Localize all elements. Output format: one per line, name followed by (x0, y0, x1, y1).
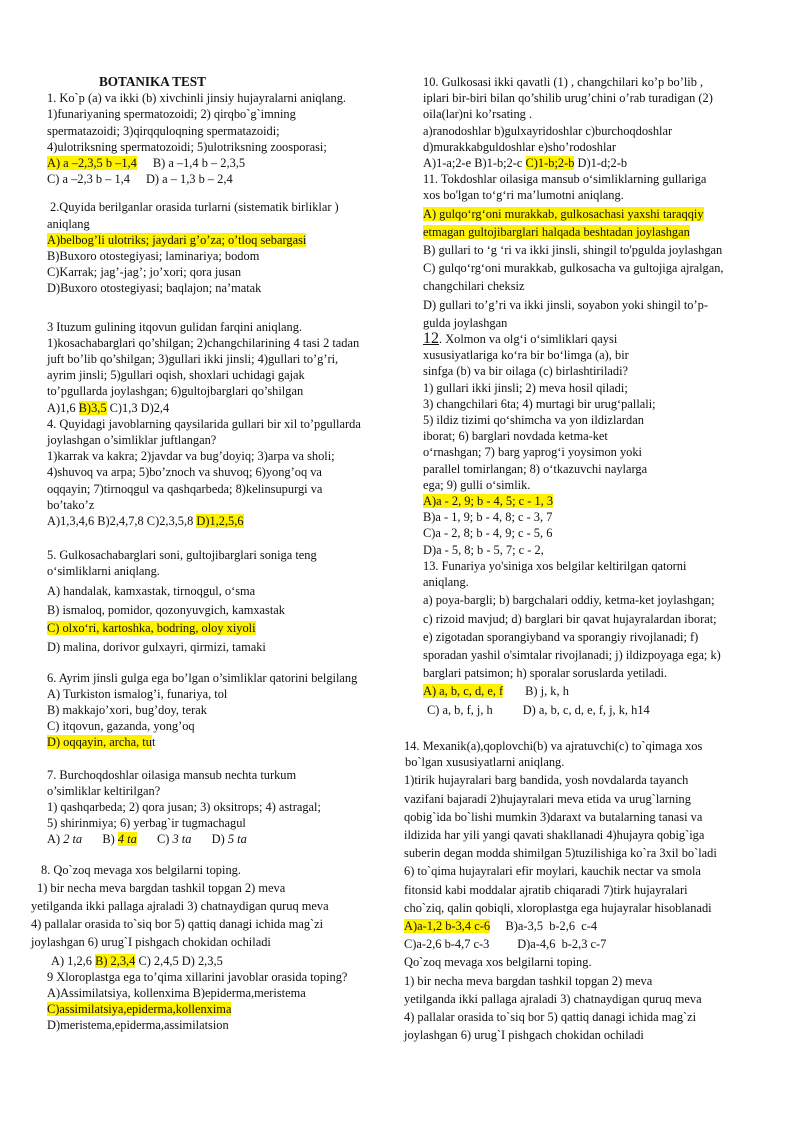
question-line: oqqayin; 7)tirnoqgul va qashqarbeda; 8)kelinsupurgi va (47, 481, 323, 496)
question-line: 4) pallalar orasida to`siq bor 5) qattiq danagi ichida mag`zi (404, 1010, 697, 1025)
question-line: joylashgan o’simliklar juftlangan? (47, 433, 217, 448)
question-line: 2.Quyida berilganlar orasida turlarni (sistematik birliklar ) (50, 200, 339, 215)
answer-option-c: C)a - 2, 8; b - 4, 9; c - 5, 6 (423, 526, 553, 541)
question-line: parallel tomirlangan; 8) o‘tkazuvchi naylarga (423, 461, 648, 476)
answer-option-d: D) a, b, c, d, e, f, j, k, h14 (522, 702, 650, 717)
question-line: bo’tako’z (47, 497, 95, 512)
answer-option-b: B)Buxoro otostegiyasi; laminariya; bodom (47, 249, 260, 264)
question-line: 10. Gulkosasi ikki qavatli (1) , changchilari ko’p bo’lib , (423, 75, 704, 89)
question-2 (47, 199, 399, 296)
answer-row (47, 232, 399, 248)
answer-option-d: D)a - 5, 8; b - 5, 7; c - 2, (423, 542, 544, 557)
question-line: 1) qashqarbeda; 2) qora jusan; 3) oksitrops; 4) astragal; (47, 799, 321, 814)
question-line: ega; 9) gulli o‘simlik. (423, 477, 531, 492)
answer-option-c-correct: C)1-b;2-b (525, 156, 575, 171)
question-13 (423, 558, 759, 718)
question-line: ildizida har yili yangi qavati shakllanadi 4)hujayra qobig`iga (404, 828, 705, 843)
answer-row (47, 1001, 399, 1017)
question-15 (404, 954, 756, 1043)
answer-option-a-correct: A)belbog’li ulotriks; jaydari g’o’za; o’tloq sebargasi (47, 232, 307, 247)
option-value: 2 ta (63, 832, 83, 847)
question-line: 6. Ayrim jinsli gulga ega bo’lgan o’simliklar qatorini belgilang (47, 670, 358, 685)
answer-option-b: B) j, k, h (525, 684, 569, 699)
question-line: o‘rnashgan; 7) barg yaprog‘i yoysimon yoki (423, 445, 642, 460)
question-1 (47, 90, 399, 187)
answer-option-d-correct: D)1,2,5,6 (196, 514, 244, 529)
question-line: 3) changchilari 6ta; 4) murtagi bir urug‘pallali; (423, 396, 656, 411)
question-line: a) poya-bargli; b) bargchalari oddiy, ketma-ket joylashgan; (423, 593, 715, 608)
question-line: yetilganda ikki pallaga ajraladi 3) chatnaydigan quruq meva (31, 898, 329, 913)
answer-option-d: D)1-d;2-b (574, 156, 628, 171)
question-line: 1)tirik hujayralari barg bandida, yosh novdalarda tayanch (404, 773, 689, 788)
answer-row (423, 683, 759, 699)
question-line: 9 Xloroplastga ega to’qima xillarini javoblar orasida toping? (47, 969, 348, 984)
question-3 (47, 319, 399, 416)
question-7 (47, 767, 399, 848)
question-line: 5) shirinmiya; 6) yerbag`ir tugmachagul (47, 816, 246, 831)
question-line: 1. Ko`p (a) va ikki (b) xivchinli jinsiy hujayralarni aniqlang. (47, 91, 347, 106)
question-line: 8. Qo`zoq mevaga xos belgilarni toping. (41, 862, 241, 877)
question-line: sinfga (b) va bir oilaga (c) birlashtiriladi? (423, 364, 629, 379)
question-line: cho`ziq, qalin qobiqli, xloroplastga ega hujayralar hisoblanadi (404, 900, 712, 915)
question-text: . Xolmon va olg‘i o‘simliklari qaysi (439, 332, 618, 347)
answer-row (423, 702, 759, 718)
answer-row (47, 620, 399, 636)
question-line: juft bo’lib qo’shilgan; 3)gullari ikki jinsli; 4)gullari to’g’ri, (47, 352, 339, 367)
question-line: 14. Mexanik(a),qoplovchi(b) va ajratuvchi(c) to`qimaga xos (404, 739, 703, 753)
answer-option-b: B) ismaloq, pomidor, qozonyuvgich, kamxastak (47, 602, 285, 617)
answer-row (423, 493, 759, 509)
question-11 (423, 171, 759, 331)
option-label: B) (102, 832, 118, 847)
answer-row (47, 155, 399, 171)
answer-option-b: B)a - 1, 9; b - 4, 8; c - 3, 7 (423, 510, 553, 525)
answer-option-c-cont: changchilari cheksiz (423, 279, 525, 294)
question-line: Qo`zoq mevaga xos belgilarni toping. (404, 955, 592, 970)
answer-option-d-correct: D) oqqayin, archa, tu (47, 735, 152, 750)
answer-option-d: D)meristema,epiderma,assimilatsion (47, 1018, 229, 1033)
answer-option-c: C) a, b, f, j, h (427, 702, 493, 717)
question-line: iborat; 6) barglari novdada ketma-ket (423, 429, 608, 444)
answer-row (31, 953, 399, 969)
answer-option-d: D) gullari to’g’ri va ikki jinsli, soyabon yoki shingil to’p- (423, 297, 708, 312)
answer-option-c: C)a-2,6 b-4,7 c-3 (404, 937, 490, 952)
question-line: 1)kosachabarglari qo’shilgan; 2)changchilarining 4 tasi 2 tadan (47, 335, 360, 350)
answer-option-d-cont: gulda joylashgan (423, 315, 508, 330)
answer-option-c: C) itqovun, gazanda, yong’oq (47, 719, 195, 734)
question-line: joylashgan 6) urug`I pishgach chokidan ochiladi (404, 1028, 644, 1043)
answer-row (404, 936, 756, 952)
question-line: 1) bir necha meva bargdan tashkil topgan 2) meva (37, 880, 286, 895)
question-line: 1)karrak va kakra; 2)javdar va bug’doyiq; 3)arpa va sholi; (47, 449, 335, 464)
question-line: vazifani bajaradi 2)hujayralari meva etida va urug`larning (404, 791, 691, 806)
answer-options-ab: A)1-a;2-e B)1-b;2-c (423, 156, 526, 171)
question-line: 1) gullari ikki jinsli; 2) meva hosil qiladi; (423, 380, 628, 395)
answer-options-abc: A)1,3,4,6 B)2,4,7,8 C)2,3,5,8 (47, 514, 197, 529)
option-label: D) (211, 832, 228, 847)
question-12 (423, 331, 759, 558)
answer-option-d: D) malina, dorivor gulxayri, qirmizi, tamaki (47, 640, 266, 655)
question-line: A)Assimilatsiya, kollenxima B)epiderma,meristema (47, 985, 306, 1000)
question-10 (423, 74, 759, 171)
question-line: aniqlang (47, 216, 90, 231)
question-line: suberin degan modda shimilgan 5)tuzilishiga ko`ra 3xil bo`ladi (404, 846, 717, 861)
answer-row (404, 918, 756, 934)
left-column (31, 74, 399, 1034)
answer-row (47, 831, 399, 847)
question-line: e) zigotadan sporangiyband va sporangiy rivojlanadi; f) (423, 629, 699, 644)
answer-option-c: C) a –2,3 b – 1,4 (47, 172, 130, 187)
answer-row (47, 513, 399, 529)
question-line: o’simliklar keltirilgan? (47, 783, 161, 798)
question-line: spermatazoidi; 3)qirqquloqning spermatazoidi; (47, 123, 280, 138)
answer-option-a-correct: A) a, b, c, d, e, f (423, 684, 504, 699)
question-line: sporadan yashil o'simtalar rivojlanadi; j) ildizpoyaga ega; k) (423, 647, 721, 662)
right-column-lower (404, 738, 756, 1043)
question-line: ayrim jinsli; 5)gullari oqish, shoxlari uchidagi gajak (47, 368, 305, 383)
question-line: 1) bir necha meva bargdan tashkil topgan 2) meva (404, 973, 653, 988)
answer-option-b-correct: B)3,5 (78, 400, 107, 415)
answer-row (423, 206, 759, 222)
answer-option-d-tail: t (151, 735, 156, 750)
answer-option-a-correct: A)a - 2, 9; b - 4, 5; c - 1, 3 (423, 494, 554, 509)
question-line: c) rizoid mavjud; d) barglari bir qavat hujayralardan iborat; (423, 611, 717, 626)
answer-option-c: C)Karrak; jag’-jag’; jo’xori; qora jusan (47, 265, 242, 280)
answer-option-a-correct: A) a –2,3,5 b –1,4 (47, 156, 137, 171)
question-line: 3 Ituzum gulining itqovun gulidan farqini aniqlang. (47, 319, 303, 334)
answer-option-d (212, 832, 247, 846)
option-label: A) (47, 832, 64, 847)
question-line: a)ranodoshlar b)gulxayridoshlar c)burchoqdoshlar (423, 123, 673, 138)
question-line: qobig`ida bo`lishi mumkin 3)daraxt va butalarning tanasi va (404, 809, 703, 824)
answer-option-c (157, 832, 191, 846)
answer-option-b-correct (102, 832, 136, 846)
question-line: barglari patsimon; h) sporalar soruslarda yetiladi. (423, 666, 668, 681)
question-line: yetilganda ikki pallaga ajraladi 3) chatnaydigan quruq meva (404, 991, 702, 1006)
answer-row (423, 155, 759, 171)
answer-option-b: B) makkajo’xori, bug’doy, terak (47, 702, 207, 717)
question-line: 13. Funariya yo'siniga xos belgilar keltirilgan qatorni (423, 558, 687, 573)
option-value: 3 ta (172, 832, 192, 847)
question-4 (47, 416, 399, 529)
option-label: C) (157, 832, 173, 847)
answer-row (47, 734, 399, 750)
question-line: xos bo'lgan to‘g‘ri ma’lumotni aniqlang. (423, 188, 624, 203)
question-line: bo`lgan xususiyatlarni aniqlang. (405, 755, 565, 770)
answer-option-cd: C)1,3 D)2,4 (106, 400, 170, 415)
question-6 (47, 670, 399, 751)
question-line: oila(lar)ni ko’rsating . (423, 107, 533, 122)
answer-option-b: B) gullari to ‘g ‘ri va ikki jinsli, shingil to'pgulda joylashgan (423, 243, 723, 258)
page-title: BOTANIKA TEST (99, 74, 206, 89)
answer-options-cd: C) 2,4,5 D) 2,3,5 (135, 953, 223, 968)
question-line: aniqlang. (423, 575, 469, 590)
question-line: 5. Gulkosachabarglari soni, gultojibarglari soniga teng (47, 548, 317, 563)
answer-row (47, 171, 399, 187)
answer-option-a (47, 832, 82, 846)
question-line: 1)funariyaning spermatozoidi; 2) qirqbo`g`imning (47, 107, 296, 122)
question-line (423, 331, 759, 347)
answer-option-c-correct: C)assimilatsiya,epiderma,kollenxima (47, 1002, 232, 1017)
answer-option-a: A) Turkiston ismalog’i, funariya, tol (47, 686, 228, 701)
answer-option-b: B) a –1,4 b – 2,3,5 (152, 156, 246, 171)
question-line: 6) to`qima hujayralari efir moylari, kauchik nectar va smola (404, 864, 701, 879)
question-line: 7. Burchoqdoshlar oilasiga mansub nechta turkum (47, 767, 297, 782)
option-value: 5 ta (227, 832, 247, 847)
question-line: 5) ildiz tizimi qo‘shimcha va yon ildizlardan (423, 413, 644, 428)
answer-row (47, 400, 399, 416)
answer-option-d: D)Buxoro otostegiyasi; baqlajon; na’matak (47, 281, 262, 296)
question-number: 12 (423, 330, 439, 348)
question-line: 4)ulotriksning spermatozoidi; 5)ulotriksning zoosporasi; (47, 139, 327, 154)
question-14 (404, 738, 756, 952)
question-8 (31, 862, 399, 969)
answer-option-a: A)1,6 (47, 400, 79, 415)
question-line: 4. Quyidagi javoblarning qaysilarida gullari bir xil to’pgullarda (47, 416, 361, 431)
question-9 (47, 969, 399, 1034)
answer-option-a-correct: A)a-1,2 b-3,4 c-6 (404, 919, 491, 934)
answer-row (423, 224, 759, 240)
right-column (423, 74, 759, 718)
question-line: o‘simliklarni aniqlang. (47, 564, 160, 579)
question-line: to’pgullarda joylashgan; 6)gultojbarglari qo’shilgan (47, 384, 304, 399)
question-line: 4) pallalar orasida to`siq bor 5) qattiq danagi ichida mag`zi (31, 917, 324, 932)
answer-option-b: B)a-3,5 b-2,6 c-4 (490, 919, 598, 934)
question-line: 11. Tokdoshlar oilasiga mansub o‘simliklarning gullariga (423, 172, 707, 187)
answer-option-a: A) handalak, kamxastak, tirnoqgul, o‘sma (47, 583, 256, 598)
answer-option-a: A) 1,2,6 (51, 953, 96, 968)
answer-option-b-correct: B) 2,3,4 (95, 953, 136, 968)
question-line: 4)shuvoq va arpa; 5)bo’znoch va shuvoq; 6)yong’oq va (47, 465, 322, 480)
option-value: 4 ta (117, 832, 137, 847)
question-line: d)murakkabguldoshlar e)sho’rodoshlar (423, 139, 617, 154)
question-line: fitonsid kabi moddalar ajratib chiqaradi 7)tirk hujayralari (404, 882, 688, 897)
question-line: xususiyatlariga ko‘ra bir bo‘limga (a), bir (423, 348, 629, 363)
answer-option-c: C) gulqo‘rg‘oni murakkab, gulkosacha va gultojiga ajralgan, (423, 261, 724, 276)
answer-option-c-correct: C) olxo‘ri, kartoshka, bodring, oloy xiyoli (47, 621, 256, 636)
question-line: joylashgan 6) urug`I pishgach chokidan ochiladi (31, 935, 271, 950)
answer-option-d: D)a-4,6 b-2,3 c-7 (489, 937, 607, 952)
answer-option-a-correct: A) gulqo‘rg‘oni murakkab, gulkosachasi yaxshi taraqqiy (423, 206, 704, 221)
answer-option-a-correct-cont: etmagan gultojibarglari halqada beshtadan joylashgan (423, 224, 690, 239)
answer-option-d: D) a – 1,3 b – 2,4 (145, 172, 233, 187)
question-5 (47, 547, 399, 655)
question-line: iplari bir-biri bilan qo’shilib urug’chini o’rab turadigan (2) (423, 91, 713, 106)
